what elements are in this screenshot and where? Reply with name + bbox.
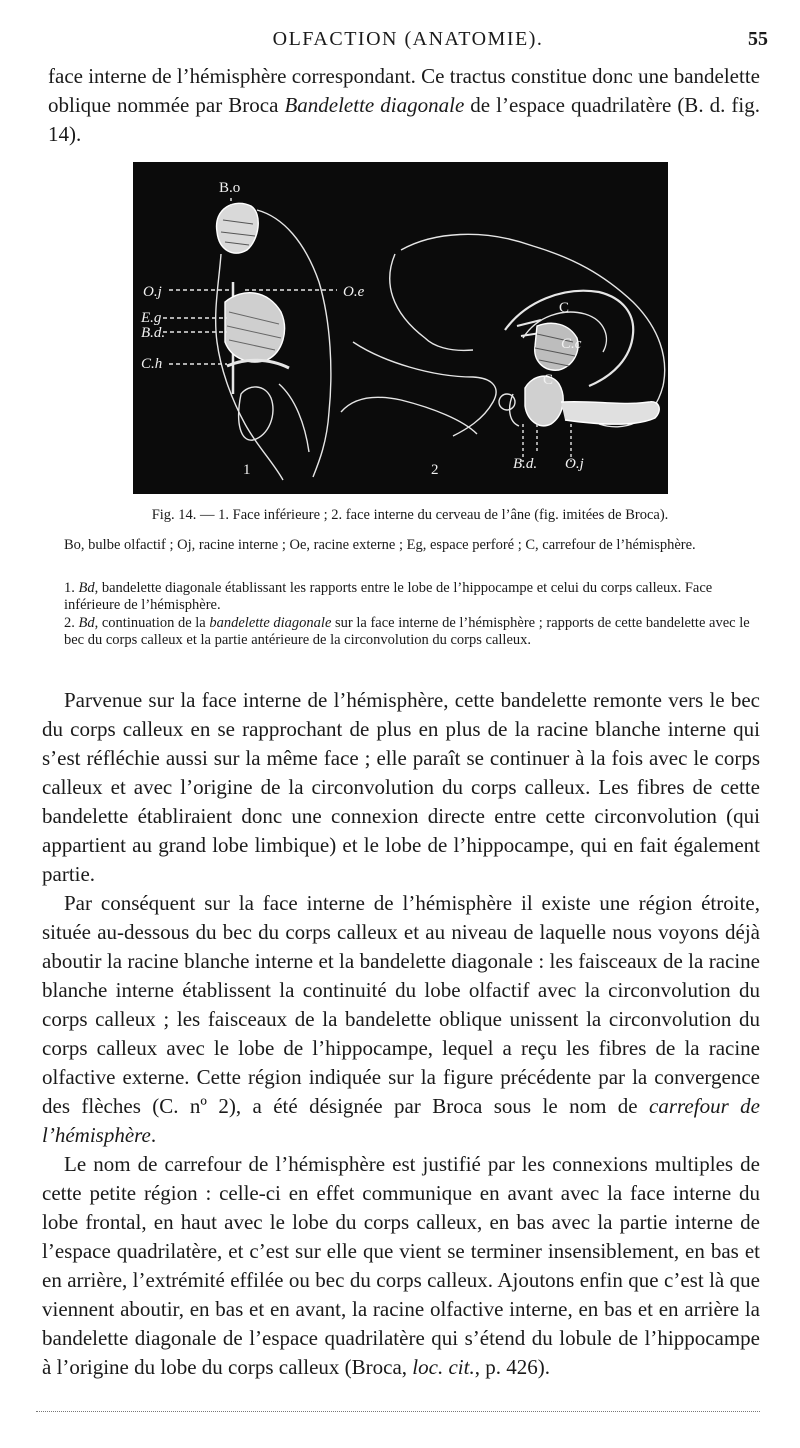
paragraph-2-text: Par conséquent sur la face interne de l’hémisphère il existe une région étroite, située au-dessous du bec du corps calleux et au niveau de laquelle nous voyons déjà aboutir la racine blanche interne et la bandelette diagonale : les faisceaux de la racine blanche interne établissent la continuité du lobe olfactif avec la circonvolution du corps calleux ; les faisceaux de la bandelette oblique unissent la circonvolution du corps calleux avec le lobe de l’hippocampe, lequel a reçu les fibres de la racine olfactive externe. Cette région indiquée sur la figure précédente par la convergence des flèches (C. nº 2), a été désignée par Broca sous le nom de	[42, 891, 760, 1118]
intro-text: face interne de l’hémisphère correspondant. Ce tractus constitue donc une bandelette oblique nommée par Broca	[48, 64, 760, 117]
paragraph-3-end: , p. 426).	[474, 1355, 550, 1379]
bottom-dotted-rule	[36, 1411, 760, 1412]
label-bo: B.o	[219, 180, 241, 196]
panel-2-drawing	[341, 234, 665, 462]
note-2-number: 2.	[64, 615, 79, 631]
paragraph-3	[42, 1150, 760, 1382]
intro-text-end: de l’espace quadrilatère (B. d. fig. 14).	[48, 93, 760, 146]
label-oj-right: O.j	[565, 456, 584, 472]
figure-note-2	[64, 615, 764, 649]
figure-note-1	[64, 580, 764, 614]
label-c-lower: C	[543, 372, 554, 388]
lower-outline	[341, 397, 477, 434]
fornix-tail	[561, 402, 659, 425]
figure-legend: Bo, bulbe olfactif ; Oj, racine interne ; Oe, racine externe ; Eg, espace perforé ; C, carrefour de l’hémisphère.	[64, 537, 696, 553]
label-ch: C.h	[141, 356, 163, 372]
brain-illustration	[133, 162, 668, 494]
note-2-text-a: , continuation de la	[94, 615, 210, 631]
intro-paragraph	[48, 62, 760, 149]
temporal-outline	[279, 384, 309, 452]
figure-14-engraving	[133, 162, 668, 494]
paragraph-3-text: Le nom de carrefour de l’hémisphère est justifié par les connexions multiples de cette petite région : celle-ci en effet communique en avant avec la face interne du lobe frontal, en haut avec le lobe du corps calleux, en bas avec la partie interne de l’espace quadrilatère, et c’est sur elle que vient se terminer insensiblement, en bas et en arrière, l’extrémité effilée ou bec du corps calleux. Ajoutons enfin que c’est là que viennent aboutir, en bas et en avant, la racine olfactive interne, en bas et en arrière la bandelette diagonale de l’espace quadrilatère qui s’étend du lobule de l’hippocampe à l’origine du lobe du corps calleux (Broca,	[42, 1152, 760, 1379]
base-outline	[353, 342, 496, 436]
label-oe: O.e	[343, 284, 365, 300]
running-head	[48, 28, 768, 54]
label-panel-1: 1	[243, 462, 251, 478]
label-panel-2: 2	[431, 462, 439, 478]
olfactory-bulb-shape	[217, 203, 259, 253]
paragraph-2	[42, 889, 760, 1150]
paragraph-3-emphasis: loc. cit.	[412, 1355, 475, 1379]
panel-1-drawing	[163, 198, 337, 480]
inner-outline	[216, 254, 283, 480]
body-text	[42, 686, 760, 1382]
page-number: 55	[748, 28, 768, 50]
small-lobule	[499, 394, 515, 410]
diagonal-band-left	[227, 360, 289, 368]
hippocampal-lobe	[239, 387, 273, 440]
note-1-number: 1.	[64, 580, 79, 596]
label-c-carrefour: C.c	[561, 336, 582, 352]
note-1-text: , bandelette diagonale établissant les rapports entre le lobe de l’hippocampe et celui du corps calleux. Face inférieure de l’hémisphère.	[64, 580, 713, 613]
label-c-upper: C	[559, 300, 570, 316]
frontal-outline	[390, 254, 473, 350]
label-bd-left: B.d.	[141, 325, 166, 341]
paragraph-2-end: .	[150, 1123, 157, 1147]
paragraph-2-emphasis: carrefour de l’hémisphère	[42, 1094, 760, 1147]
paragraph-1: Parvenue sur la face interne de l’hémisphère, cette bandelette remonte vers le bec du corps calleux en se rapprochant de plus en plus de la racine blanche interne qui s’est réfléchie aussi sur la même face ; elle paraît se continuer à la fois avec le corps calleux et avec l’origine de la circonvolution du corps calleux. Les fibres de cette bandelette établiraient donc une connexion directe entre cette circonvolution (qui appartient au grand lobe limbique) et le lobe de l’hippocampe, qui en fait également partie.	[42, 688, 760, 886]
intro-emphasis: Bandelette diagonale	[284, 93, 465, 117]
note-2-text-b: sur la face interne de l’hémisphère ; rapports de cette bandelette avec le bec du corps calleux et la partie antérieure de la circonvolution du corps calleux.	[64, 615, 750, 648]
label-bd-right: B.d.	[513, 456, 538, 472]
note-2-emphasis: bandelette diagonale	[209, 615, 332, 631]
figure-caption-title: Fig. 14. — 1. Face inférieure ; 2. face interne du cerveau de l’âne (fig. imitées de Broca).	[151, 507, 669, 523]
note-2-abbr: Bd	[78, 615, 95, 631]
label-oj: O.j	[143, 284, 162, 300]
running-title: OLFACTION (ANATOMIE).	[272, 28, 544, 50]
note-1-abbr: Bd	[78, 580, 95, 596]
label-eg: E.g	[141, 310, 162, 326]
